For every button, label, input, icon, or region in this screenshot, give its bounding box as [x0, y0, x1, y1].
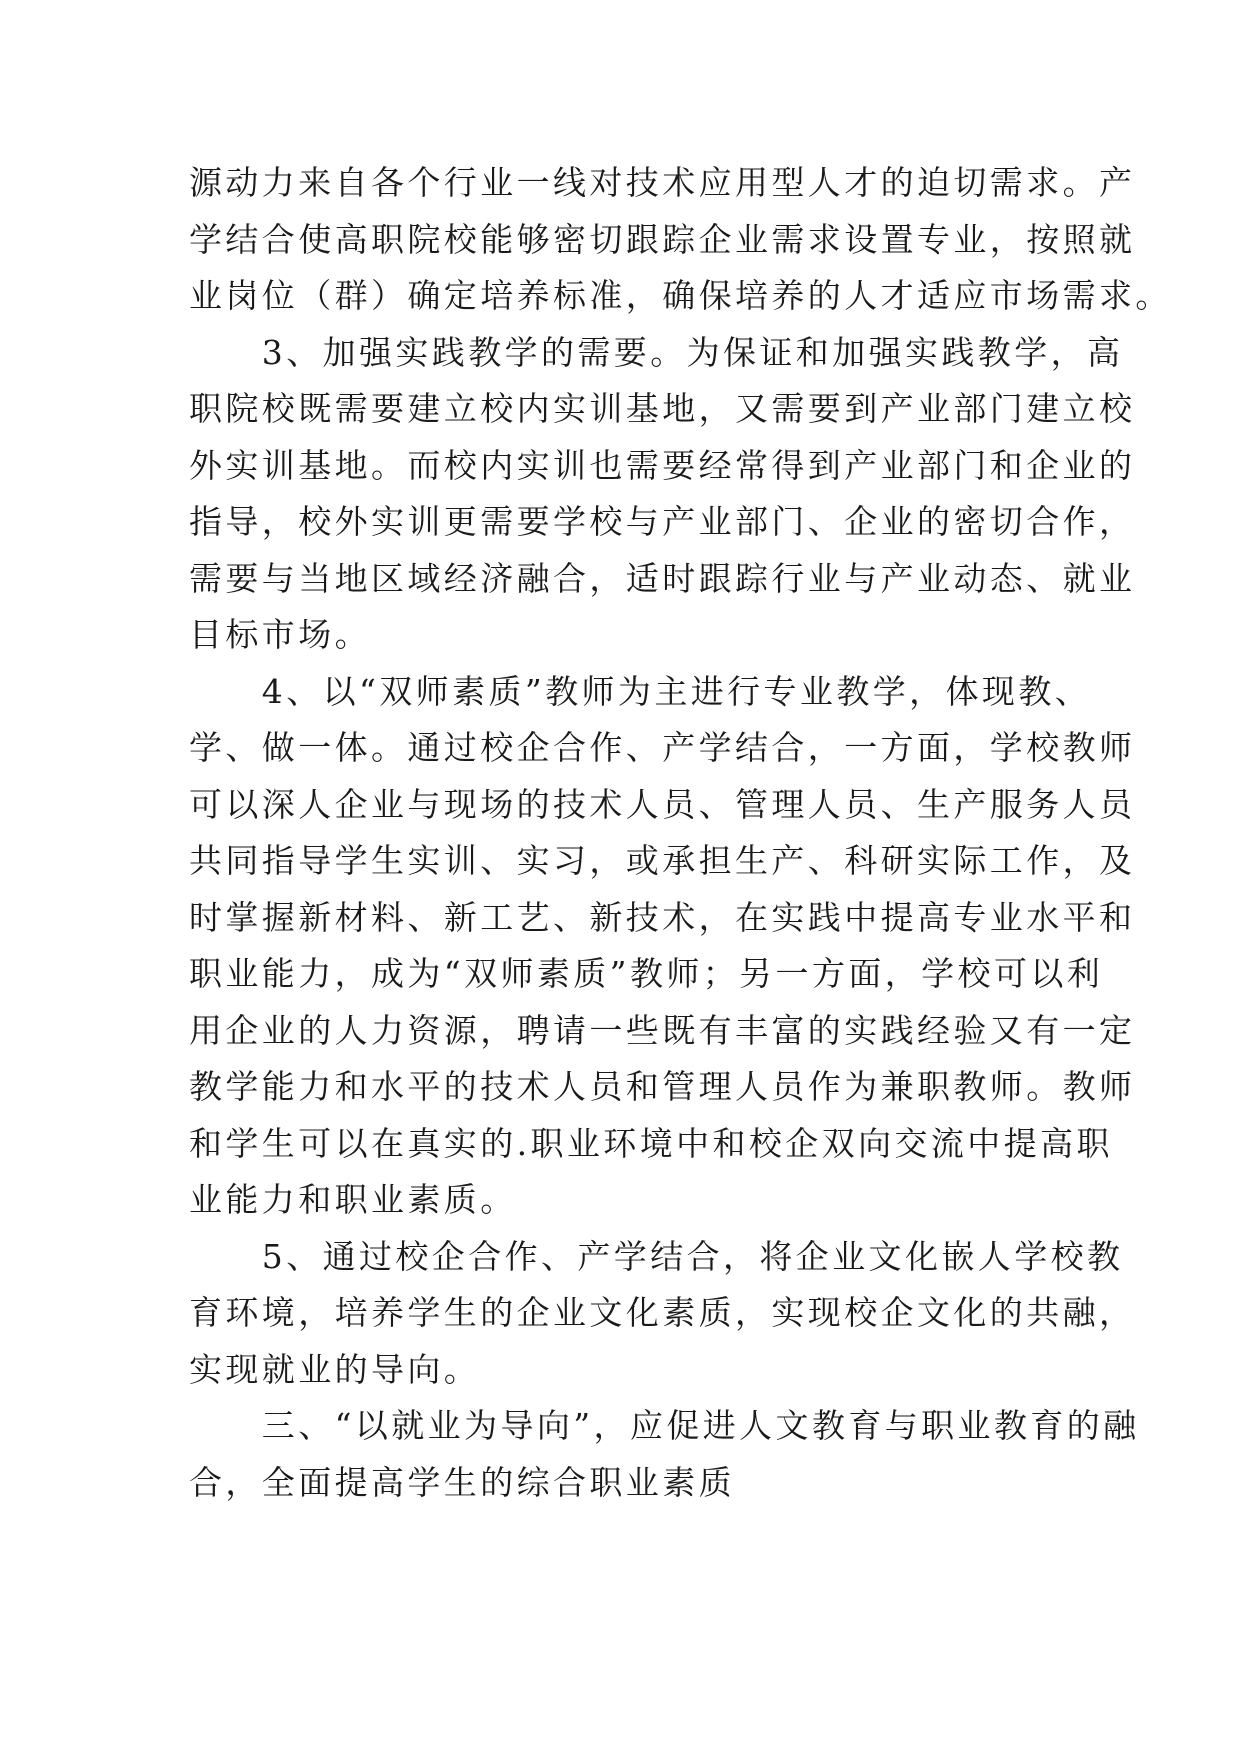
text-line: 业能力和职业素质。	[189, 1180, 517, 1219]
text-line: 5、通过校企合作、产学结合，将企业文化嵌人学校教	[189, 1236, 1124, 1276]
text-line: 职院校既需要建立校内实训基地，又需要到产业部门建立校	[189, 389, 1136, 428]
text-line: 时掌握新材料、新工艺、新技术，在实践中提高专业水平和	[189, 897, 1136, 937]
text-line: 学结合使高职院校能够密切跟踪企业需求设置专业，按照就	[189, 219, 1136, 259]
text-line: 用企业的人力资源，聘请一些既有丰富的实践经验又有一定	[189, 1010, 1136, 1050]
text-line: 外实训基地。而校内实训也需要经常得到产业部门和企业的	[189, 445, 1136, 485]
text-line: 需要与当地区域经济融合，适时跟踪行业与产业动态、就业	[189, 558, 1136, 598]
text-line: 职业能力，成为“双师素质”教师；另一方面，学校可以利	[189, 954, 1104, 993]
text-line: 共同指导学生实训、实习，或承担生产、科研实际工作，及	[189, 841, 1136, 880]
document-body	[189, 155, 1172, 1511]
text-line: 学、做一体。通过校企合作、产学结合，一方面，学校教师	[189, 728, 1136, 767]
text-line: 合，全面提高学生的综合职业素质	[189, 1462, 735, 1502]
text-line: 三、“以就业为导向”，应促进人文教育与职业教育的融	[189, 1406, 1140, 1445]
text-line: 3、加强实践教学的需要。为保证和加强实践教学，高	[189, 332, 1124, 372]
text-line: 业岗位（群）确定培养标准，确保培养的人才适应市场需求。	[189, 276, 1172, 315]
text-line: 和学生可以在真实的.职业环境中和校企双向交流中提高职	[189, 1123, 1113, 1163]
text-line: 4、以“双师素质”教师为主进行专业教学，体现教、	[189, 671, 1092, 711]
text-line: 指导，校外实训更需要学校与产业部门、企业的密切合作，	[189, 502, 1136, 541]
text-line: 实现就业的导向。	[189, 1349, 481, 1389]
text-line: 育环境，培养学生的企业文化素质，实现校企文化的共融，	[189, 1293, 1136, 1332]
text-line: 目标市场。	[189, 615, 371, 654]
text-line: 可以深人企业与现场的技术人员、管理人员、生产服务人员	[189, 784, 1136, 824]
text-line: 源动力来自各个行业一线对技术应用型人才的迫切需求。产	[189, 163, 1136, 202]
text-line: 教学能力和水平的技术人员和管理人员作为兼职教师。教师	[189, 1067, 1136, 1106]
